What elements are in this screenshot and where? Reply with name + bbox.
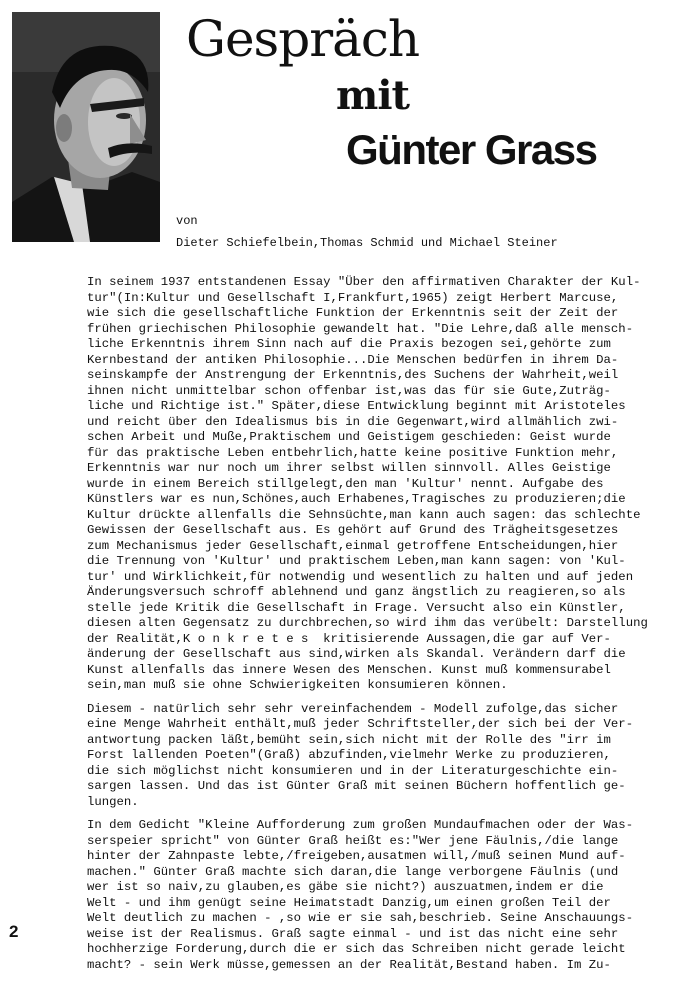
text-line: frühen griechischen Philosophie gewandelt hat. "Die Lehre,daß alle mensch- bbox=[87, 321, 634, 336]
page-number: 2 bbox=[9, 922, 19, 941]
text-line: wer ist so naiv,zu glauben,es gäbe sie nicht?) auszuatmen,indem er die bbox=[87, 880, 604, 894]
text-line: die Trennung von 'Kultur' und praktischem Leben,man kann sagen: von 'Kul- bbox=[87, 554, 626, 568]
byline-von: von bbox=[176, 214, 198, 228]
text-line: Änderungsversuch schroff ablehnend und ganz ängstlich zu reagieren,so als bbox=[87, 585, 626, 599]
text-line: und reicht über den Idealismus bis in die Gegenwart,wird allmählich zwi- bbox=[87, 414, 619, 429]
title-line-2: mit bbox=[336, 72, 409, 119]
paragraph bbox=[87, 275, 687, 694]
text-line: eine Menge Wahrheit enthält,muß jeder Schriftsteller,der sich bei der Ver- bbox=[87, 717, 634, 731]
text-line: die sich möglichst nicht konsumieren und in der Literaturgeschichte ein- bbox=[87, 763, 619, 778]
title-line-1: Gespräch bbox=[186, 10, 420, 68]
text-line: schen Arbeit und Muße,Praktischem und Geistigem geschieden: Geist wurde bbox=[87, 430, 611, 444]
paragraph bbox=[87, 702, 687, 811]
text-line: liche und Richtige ist." Später,diese Entwicklung beginnt mit Aristoteles bbox=[87, 399, 626, 413]
text-line: tur' und Wirklichkeit,für notwendig und wesentlich zu halten und auf jeden bbox=[87, 569, 634, 584]
text-line: Kunst allenfalls das innere Wesen des Menschen. Kunst muß kommensurabel bbox=[87, 662, 611, 677]
text-line: Diesem - natürlich sehr sehr vereinfachendem - Modell zufolge,das sicher bbox=[87, 701, 619, 716]
text-line: Welt deutlich zu machen - ,so wie er sie sah,beschrieb. Seine Anschauungs- bbox=[87, 911, 634, 925]
portrait-photo bbox=[12, 12, 160, 242]
text-line: seinskampfe der Anstrengung der Erkenntnis,des Suchens der Wahrheit,weil bbox=[87, 368, 619, 382]
paragraph bbox=[87, 818, 687, 973]
text-line: Erkenntnis war nur noch um ihrer selbst willen sinnvoll. Alles Geistige bbox=[87, 461, 611, 475]
text-line: Welt - und ihm genügt seine Heimatstadt Danzig,um einen großen Teil der bbox=[87, 895, 611, 910]
text-line: stelle jede Kritik die Gesellschaft in Frage. Versucht also ein Künstler, bbox=[87, 600, 626, 615]
text-line: der Realität,K o n k r e t e s kritisierende Aussagen,die gar auf Ver- bbox=[87, 631, 611, 646]
text-line: änderung der Gesellschaft aus sind,wirken als Skandal. Verändern darf die bbox=[87, 647, 626, 661]
text-line: für das praktische Leben entbehrlich,hatte keine positive Funktion mehr, bbox=[87, 445, 619, 460]
text-line: In dem Gedicht "Kleine Aufforderung zum großen Mundaufmachen oder der Was- bbox=[87, 818, 634, 832]
article-body bbox=[87, 275, 687, 981]
text-line: Kernbestand der antiken Philosophie...Die Menschen bedürfen in ihrem Da- bbox=[87, 352, 619, 367]
text-line: sein,man muß sie ohne Schwierigkeiten konsumieren können. bbox=[87, 678, 508, 692]
text-line: ihnen nicht unmittelbar schon offenbar ist,was das für sie Gute,Zuträg- bbox=[87, 383, 611, 398]
text-line: In seinem 1937 entstandenen Essay "Über den affirmativen Charakter der Kul- bbox=[87, 275, 641, 289]
text-line: macht? - sein Werk müsse,gemessen an der Realität,Bestand haben. Im Zu- bbox=[87, 957, 611, 972]
text-line: weise ist der Realismus. Graß sagte einmal - und ist das nicht eine sehr bbox=[87, 926, 619, 941]
text-line: diesen alten Gegensatz zu durchbrechen,so wird ihm das verübelt: Darstellung bbox=[87, 616, 648, 630]
text-line: liche Erkenntnis ihrem Sinn nach auf die Praxis bezogen sei,gehörte zum bbox=[87, 337, 611, 351]
byline-authors: Dieter Schiefelbein,Thomas Schmid und Michael Steiner bbox=[176, 236, 558, 250]
text-line: hinter der Zahnpaste lebte,/freigeben,ausatmen will,/muß seinen Mund auf- bbox=[87, 849, 626, 863]
text-line: hochherzige Forderung,durch die er sich das Schreiben nicht gerade leicht bbox=[87, 942, 626, 956]
text-line: wie sich die gesellschaftliche Funktion der Erkenntnis seit der Zeit der bbox=[87, 306, 619, 320]
text-line: sargen lassen. Und das ist Günter Graß mit seinen Büchern hoffentlich ge- bbox=[87, 779, 626, 793]
text-line: Kultur drückte allenfalls die Sehnsüchte,man kann auch sagen: das schlechte bbox=[87, 507, 641, 522]
text-line: antwortung packen läßt,bemüht sein,sich nicht mit der Rolle des "irr im bbox=[87, 732, 611, 747]
text-line: Künstlers war es nun,Schönes,auch Erhabenes,Tragisches zu produzieren;die bbox=[87, 492, 626, 506]
text-line: tur"(In:Kultur und Gesellschaft I,Frankfurt,1965) zeigt Herbert Marcuse, bbox=[87, 290, 619, 305]
byline bbox=[176, 210, 558, 254]
text-line: zum Mechanismus jeder Gesellschaft,einmal getroffene Entscheidungen,hier bbox=[87, 538, 619, 553]
text-line: serspeier spricht" von Günter Graß heißt es:"Wer jene Fäulnis,/die lange bbox=[87, 833, 619, 848]
text-line: lungen. bbox=[87, 794, 139, 809]
text-line: machen." Günter Graß machte sich daran,die lange verborgene Fäulnis (und bbox=[87, 864, 619, 879]
portrait-photo-icon bbox=[12, 12, 160, 242]
text-line: wurde in einem Bereich stillgelegt,den man 'Kultur' nennt. Aufgabe des bbox=[87, 476, 604, 491]
text-line: Gewissen der Gesellschaft aus. Es gehört auf Grund des Trägheitsgesetzes bbox=[87, 523, 619, 537]
title-line-3: Günter Grass bbox=[346, 126, 597, 173]
text-line: Forst lallenden Poeten"(Graß) abzufinden,vielmehr Werke zu produzieren, bbox=[87, 748, 611, 762]
